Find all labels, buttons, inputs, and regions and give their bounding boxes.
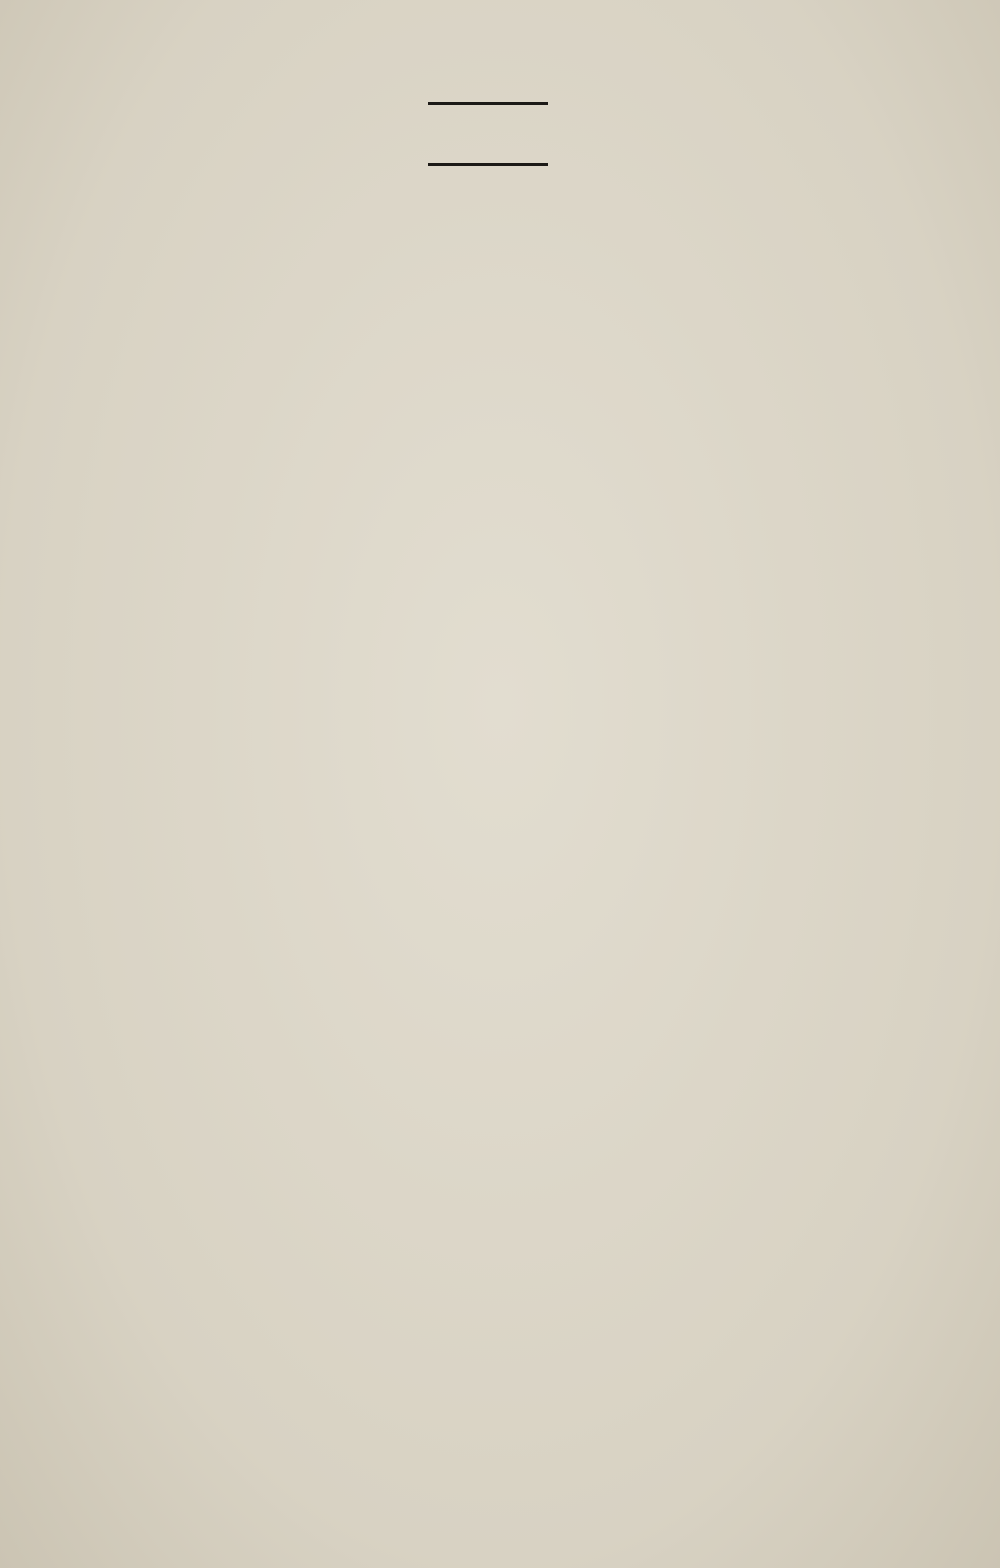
divider-rule [428, 102, 548, 105]
divider-rule [428, 163, 548, 166]
